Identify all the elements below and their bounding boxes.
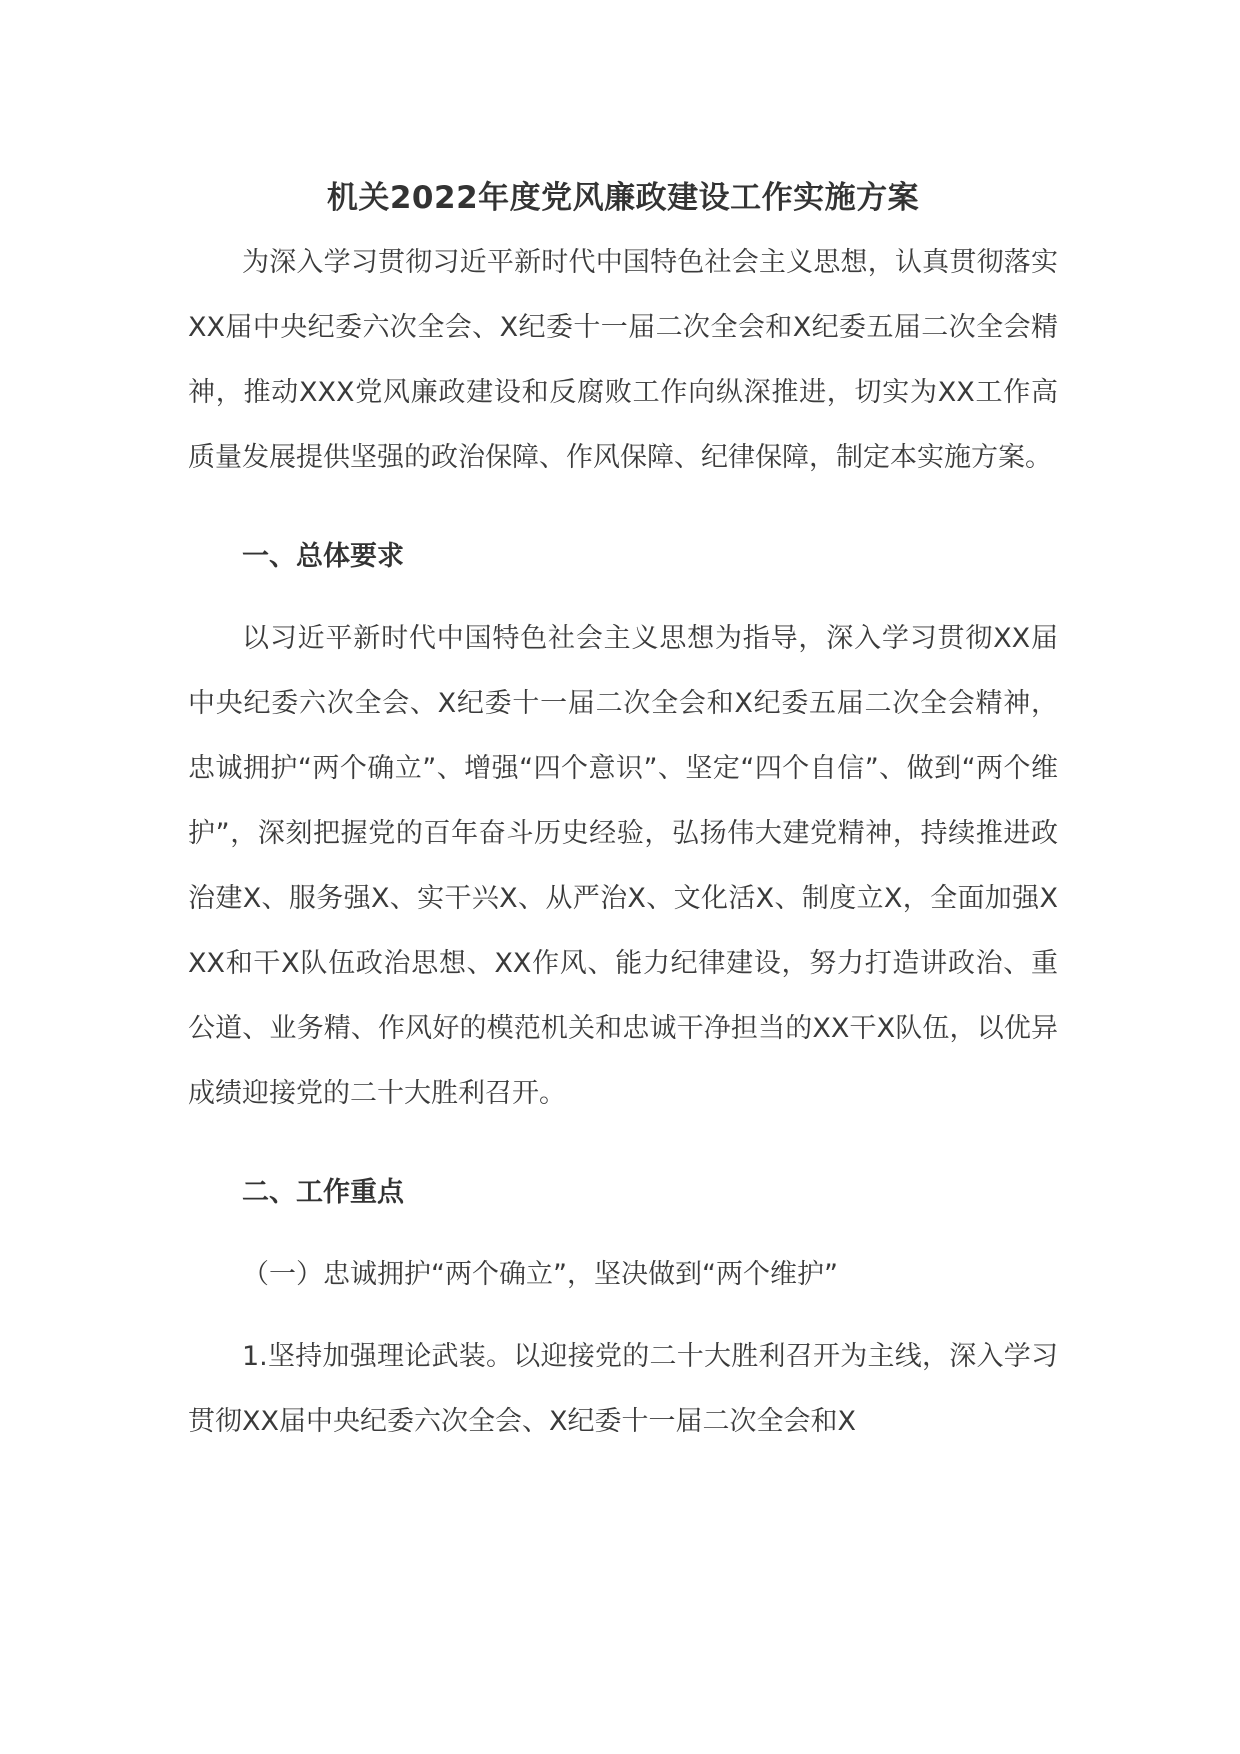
section-2-item-1: 1.坚持加强理论武装。以迎接党的二十大胜利召开为主线，深入学习贯彻XX届中央纪委六次全会、X纪委十一届二次全会和X [188, 1341, 1058, 1437]
document-title: 机关2022年度党风廉政建设工作实施方案 [326, 180, 920, 216]
intro-paragraph: 为深入学习贯彻习近平新时代中国特色社会主义思想，认真贯彻落实XX届中央纪委六次全会、X纪委十一届二次全会和X纪委五届二次全会精神，推动XXX党风廉政建设和反腐败工作向纵深推进，切实为XX工作高质量发展提供坚强的政治保障、作风保障、纪律保障，制定本实施方案。 [188, 247, 1058, 473]
section-1-heading: 一、总体要求 [242, 541, 404, 572]
section-2-subheading: （一）忠诚拥护“两个确立”，坚决做到“两个维护” [242, 1259, 838, 1290]
section-2-heading: 二、工作重点 [242, 1177, 404, 1208]
section-1-paragraph: 以习近平新时代中国特色社会主义思想为指导，深入学习贯彻XX届中央纪委六次全会、X纪委十一届二次全会和X纪委五届二次全会精神，忠诚拥护“两个确立”、增强“四个意识”、坚定“四个自信”、做到“两个维护”，深刻把握党的百年奋斗历史经验，弘扬伟大建党精神，持续推进政治建X、服务强X、实干兴X、从严治X、文化活X、制度立X，全面加强XXX和干X队伍政治思想、XX作风、能力纪律建设，努力打造讲政治、重公道、业务精、作风好的模范机关和忠诚干净担当的XX干X队伍，以优异成绩迎接党的二十大胜利召开。 [188, 623, 1058, 1109]
document-body [188, 170, 1058, 1454]
